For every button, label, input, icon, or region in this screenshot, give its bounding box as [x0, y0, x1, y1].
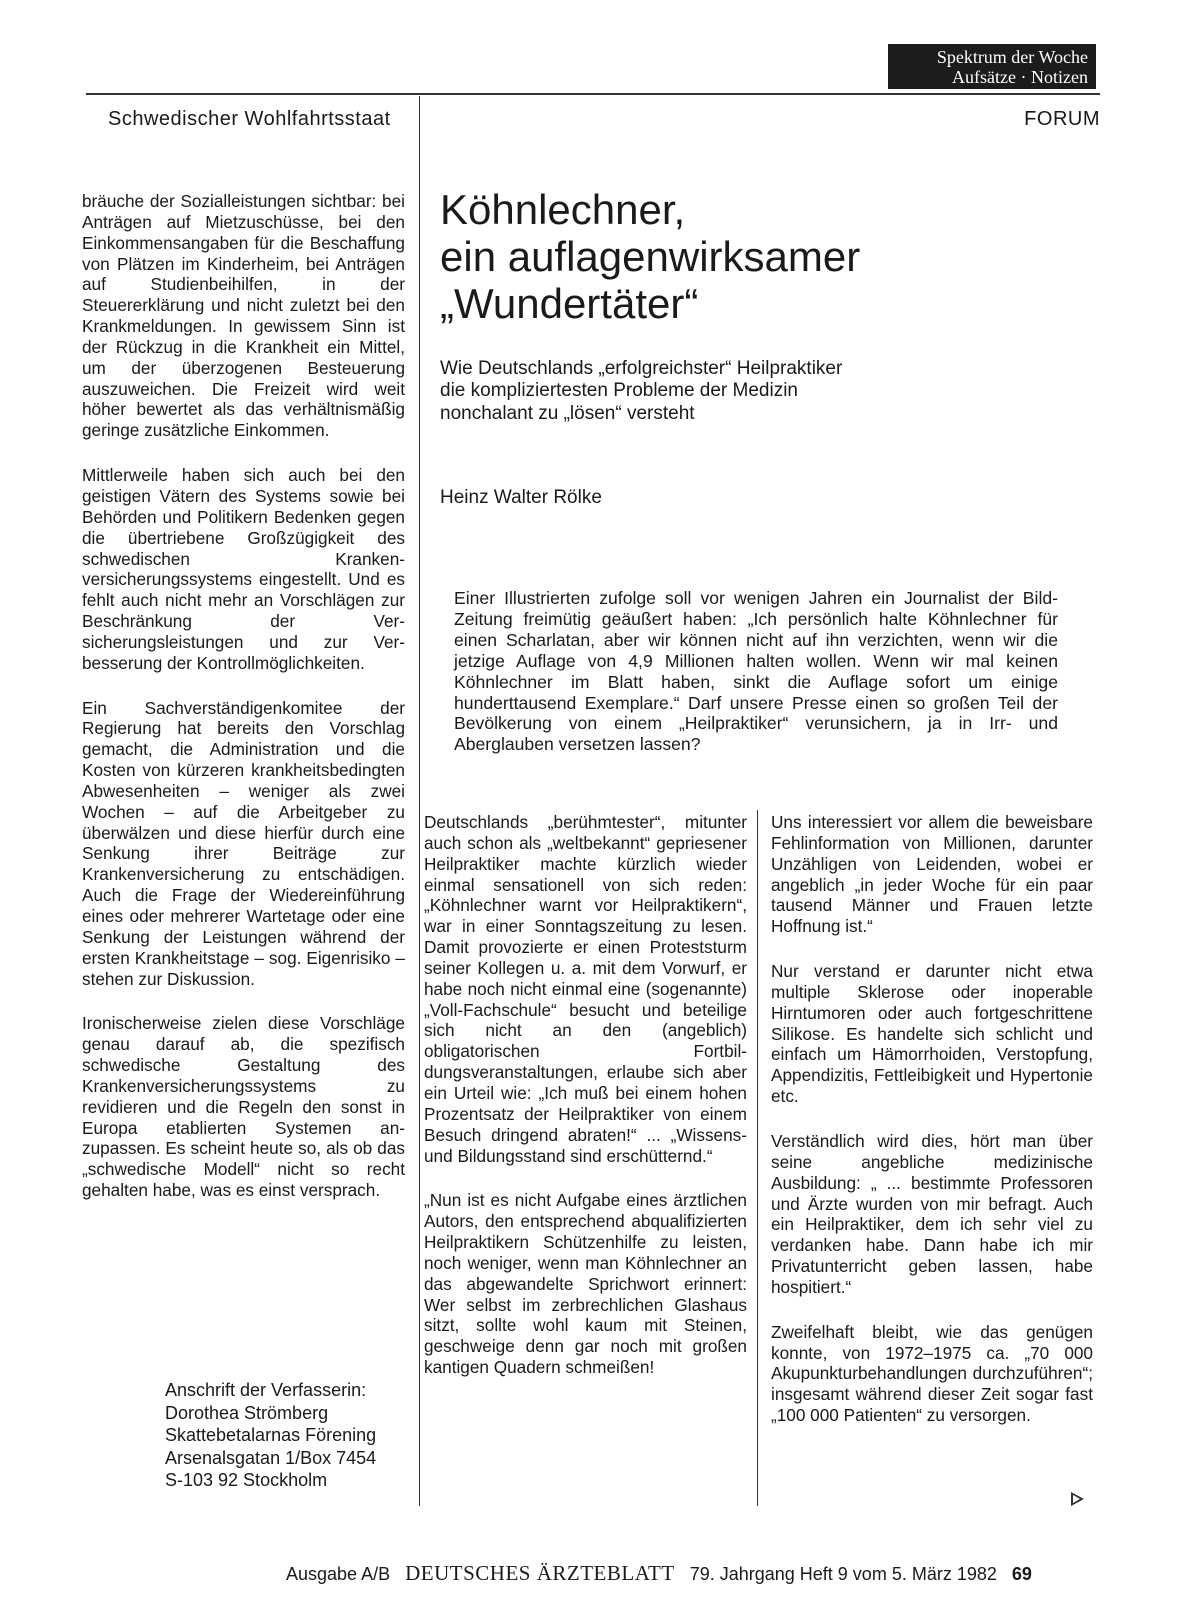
footer-issue: 79. Jahrgang Heft 9 vom 5. März 1982	[689, 1564, 997, 1584]
footer-edition: Ausgabe A/B	[286, 1564, 391, 1584]
page-number: 69	[1011, 1564, 1032, 1584]
subtitle-line: nonchalant zu „lösen“ versteht	[440, 402, 695, 424]
continue-arrow-icon	[1071, 1492, 1084, 1506]
paragraph: „Nun ist es nicht Aufgabe eines ärztlichen Autors, den entsprechend abqualifizierten Heilpraktikern Schützenhilfe zu leisten, noch weniger, wenn man Köhnlechner an das abgewandelte Sprichwort erinnert: Wer selbst im zerbrechlichen Glashaus sitzt, sollte wohl kaum mit Steinen, geschweige denn gar noch mit großen kantigen Quadern schmeißen!	[424, 1190, 747, 1378]
footer-magazine: DEUTSCHES ÄRZTEBLATT	[405, 1561, 675, 1585]
article-subtitle	[440, 358, 842, 425]
address-line: S-103 92 Stockholm	[165, 1470, 328, 1491]
paragraph: Deutschlands „berühmtester“, mitunter auch schon als „weltbekannt“ gepriesener Heilpraktiker machte kürzlich wieder einmal sensationell von sich reden: „Köhnlechner warnt vor Heilpraktikern“, war in einer Sonntagszeitung zu lesen. Damit provozierte er einen Proteststurm seiner Kollegen u. a. mit dem Vorwurf, er habe noch nicht einmal eine (sogenannte) „Voll-Fachschule“ besucht und beteilige sich nicht an den (angeblich) obligatorischen Fortbildungsveranstaltungen, erlaube sich aber ein Urteil wie: „Ich muß bei einem hohen Prozentsatz der Heilpraktiker von einem Besuch dringend abraten!“ ... „Wissens- und Bildungsstand sind erschütternd.“	[424, 812, 747, 1166]
column-divider-lower	[757, 810, 758, 1506]
paragraph: Nur verstand er darunter nicht etwa multiple Sklerose oder inoperable Hirntumoren oder auch fortgeschrittene Silikose. Es handelte sich schlicht und einfach um Hämorrhoiden, Verstopfung, Appendizitis, Fettleibigkeit und Hypertonie etc.	[771, 961, 1093, 1107]
address-line: Arsenalsgatan 1/Box 7454	[165, 1447, 377, 1468]
address-line: Dorothea Strömberg	[165, 1402, 329, 1423]
section-title-right: FORUM	[1024, 108, 1100, 130]
title-line: ein auflagenwirksamer	[440, 233, 861, 280]
article-lead: Einer Illustrierten zufolge soll vor wenigen Jahren ein Journalist der Bild-Zeitung freimütig geäußert haben: „Ich persönlich halte Köhnlechner für einen Scharlatan, aber wir können nicht auf ihn verzichten, wenn wir die jetzige Auflage von 4,9 Millionen halten wollen. Wenn wir mal keinen Köhnlechner im Blatt haben, sinkt die Auflage sofort um einige hunderttausend Exemplare.“ Darf unsere Presse einen so großen Teil der Bevölkerung von einem „Heilpraktiker“ verunsichern, ja in Irr- und Aberglauben versetzen lassen?	[454, 588, 1058, 755]
middle-column	[424, 812, 747, 1402]
paragraph: Zweifelhaft bleibt, wie das genügen konnte, von 1972–1975 ca. „70 000 Akupunkturbehandlungen durchzuführen“; insgesamt während dieser Zeit sogar fast „100 000 Patienten“ zu versorgen.	[771, 1321, 1093, 1426]
author-address	[165, 1379, 376, 1492]
paragraph: Ein Sachverständigenkomitee der Regierung hat bereits den Vorschlag gemacht, die Administration und die Kosten von kürzeren krankheitsbedingten Abwesenheiten – weniger als zwei Wochen – auf die Arbeitgeber zu überwälzen und diese hierfür durch eine Senkung ihrer Beiträge zur Krankenversicherung zu entschädigen. Auch die Frage der Wiedereinführung eines oder mehrerer Wartetage oder eine Senkung der Leistungen während der ersten Krankheitstage – sog. Eigenrisiko – stehen zur Diskussion.	[82, 697, 405, 989]
article-title	[440, 186, 1090, 327]
address-line: Skattebetalarnas Förening	[165, 1425, 377, 1446]
paragraph: bräuche der Sozialleistungen sichtbar: bei Anträgen auf Mietzuschüsse, bei den Einkommensangaben für die Beschaffung von Plätzen im Kinderheim, bei Anträgen auf Studienbeihilfen, in der Steuererklärung und nicht zuletzt bei den Krankmeldungen. In gewissem Sinn ist der Rückzug in die Krankheit ein Mittel, um der überzogenen Besteuerung auszuweichen. Die Freizeit wird weit höher bewertet als das verhältnismäßig geringe zusätzliche Einkommen.	[82, 191, 405, 441]
paragraph: Verständlich wird dies, hört man über seine angebliche medizinische Ausbildung: „ ... bestimmte Professoren und Ärzte wurden von mir befragt. Auch ein Heilpraktiker, dem ich sehr viel zu verdanken habe. Dann habe ich mir Privatunterricht geben lassen, habe hospitiert.“	[771, 1130, 1093, 1297]
subtitle-line: die kompliziertesten Probleme der Medizin	[440, 380, 798, 402]
paragraph: Ironischerweise zielen diese Vorschläge genau darauf ab, die spezifisch schwedische Gestaltung des Krankenversicherungssystems zu revidieren und die Regeln den sonst in Europa etablierten Systemen anzupassen. Es scheint heute so, als ob das „schwedische Modell“ nicht so recht gehalten habe, was es einst versprach.	[82, 1013, 405, 1201]
paragraph: Mittlerweile haben sich auch bei den geistigen Vätern des Systems sowie bei Behörden und Politikern Bedenken gegen die übertriebene Großzügigkeit des schwedischen Krankenversicherungssystems eingestellt. Und es fehlt auch nicht mehr an Vorschlägen zur Beschränkung der Versicherungsleistungen und zur Verbesserung der Kontrollmöglichkeiten.	[82, 465, 405, 673]
address-line: Anschrift der Verfasserin:	[165, 1380, 367, 1400]
section-title-left: Schwedischer Wohlfahrtsstaat	[108, 108, 391, 130]
subtitle-line: Wie Deutschlands „erfolgreichster“ Heilpraktiker	[440, 358, 843, 379]
article-author: Heinz Walter Rölke	[440, 487, 602, 508]
left-column	[82, 191, 405, 1225]
right-column	[771, 812, 1093, 1450]
title-line: „Wundertäter“	[440, 280, 699, 327]
header-rule	[86, 93, 1100, 95]
badge-line-2: Aufsätze · Notizen	[952, 67, 1088, 87]
column-divider	[419, 96, 420, 1506]
badge-line-1: Spektrum der Woche	[936, 47, 1088, 67]
page-footer	[286, 1561, 1032, 1586]
section-badge	[888, 44, 1096, 89]
title-line: Köhnlechner,	[440, 186, 686, 233]
paragraph: Uns interessiert vor allem die beweisbare Fehlinformation von Millionen, darunter Unzähligen von Leidenden, wobei er angeblich „in jeder Woche für ein paar tausend Männer und Frauen letzte Hoffnung ist.“	[771, 812, 1093, 937]
